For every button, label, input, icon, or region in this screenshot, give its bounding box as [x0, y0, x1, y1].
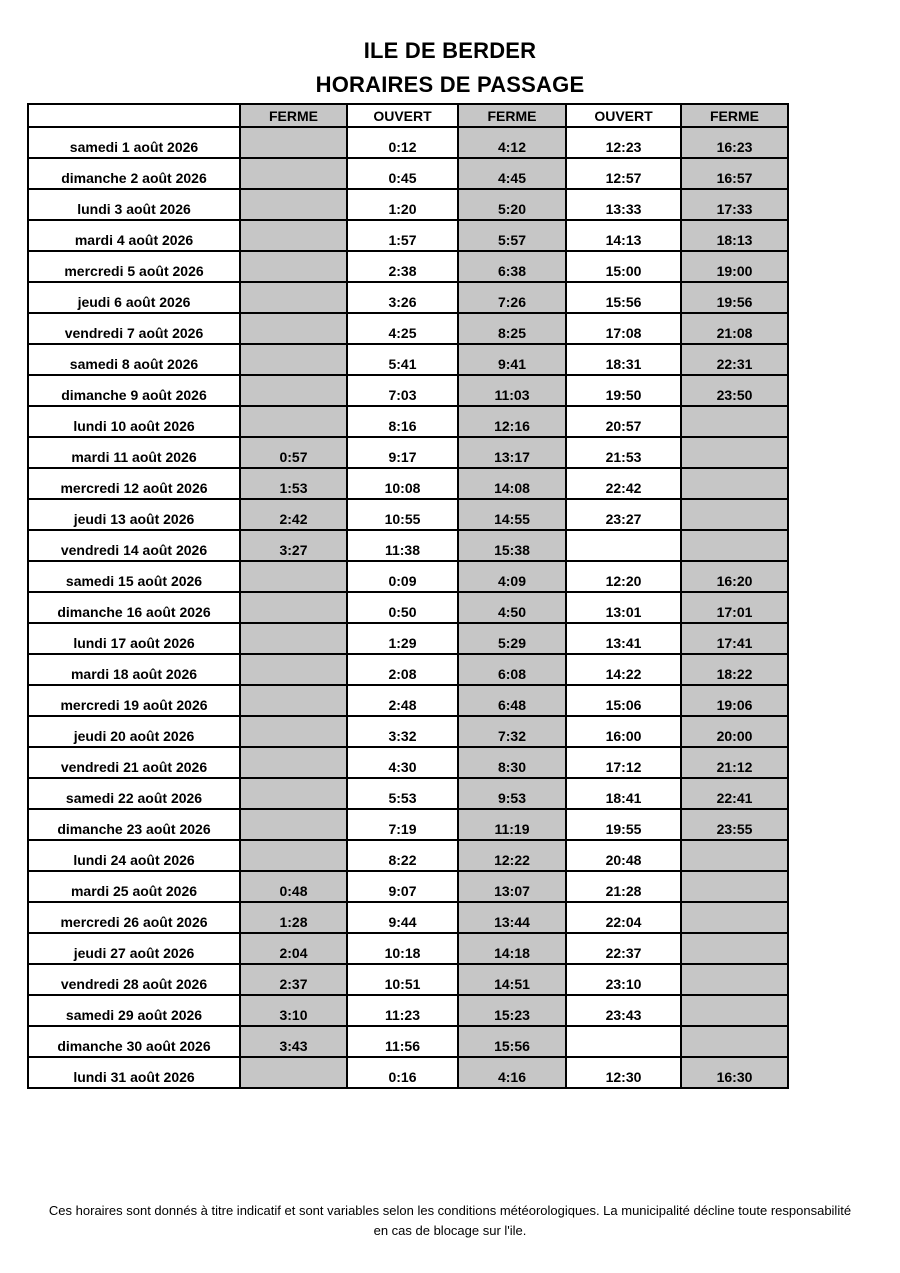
ouvert-cell: 0:16: [347, 1057, 458, 1088]
schedule-table: [27, 103, 789, 1089]
date-cell: vendredi 7 août 2026: [28, 313, 240, 344]
ferme-cell: 15:38: [458, 530, 566, 561]
ferme-cell: [240, 313, 347, 344]
ferme-cell: 17:41: [681, 623, 788, 654]
ferme-cell: 5:29: [458, 623, 566, 654]
ferme-cell: 7:32: [458, 716, 566, 747]
ferme-cell: 4:09: [458, 561, 566, 592]
ferme-cell: 19:06: [681, 685, 788, 716]
ferme-cell: [240, 840, 347, 871]
ouvert-cell: 23:43: [566, 995, 681, 1026]
ouvert-cell: 2:48: [347, 685, 458, 716]
ouvert-cell: 19:55: [566, 809, 681, 840]
ferme-cell: 14:18: [458, 933, 566, 964]
ferme-cell: 22:31: [681, 344, 788, 375]
ferme-cell: [240, 282, 347, 313]
ferme-cell: 16:30: [681, 1057, 788, 1088]
ferme-cell: 6:38: [458, 251, 566, 282]
ferme-cell: 18:22: [681, 654, 788, 685]
page-subtitle: HORAIRES DE PASSAGE: [315, 72, 585, 97]
ouvert-cell: 0:09: [347, 561, 458, 592]
ouvert-cell: 13:41: [566, 623, 681, 654]
ferme-cell: 16:57: [681, 158, 788, 189]
ouvert-cell: 14:13: [566, 220, 681, 251]
ouvert-cell: 15:00: [566, 251, 681, 282]
page-title: ILE DE BERDER: [363, 38, 537, 63]
ferme-cell: 12:22: [458, 840, 566, 871]
ferme-cell: [681, 871, 788, 902]
date-cell: samedi 15 août 2026: [28, 561, 240, 592]
date-cell: mercredi 26 août 2026: [28, 902, 240, 933]
table-row: [28, 375, 788, 406]
ouvert-cell: 13:33: [566, 189, 681, 220]
ferme-cell: 4:12: [458, 127, 566, 158]
date-cell: samedi 8 août 2026: [28, 344, 240, 375]
ouvert-cell: 0:50: [347, 592, 458, 623]
date-cell: lundi 3 août 2026: [28, 189, 240, 220]
ferme-cell: 19:56: [681, 282, 788, 313]
ouvert-cell: 5:41: [347, 344, 458, 375]
date-cell: mardi 4 août 2026: [28, 220, 240, 251]
ouvert-cell: [566, 530, 681, 561]
column-header-ferme: FERME: [458, 104, 566, 127]
ouvert-cell: 21:28: [566, 871, 681, 902]
ferme-cell: [681, 437, 788, 468]
ouvert-cell: 12:57: [566, 158, 681, 189]
ferme-cell: [681, 902, 788, 933]
ferme-cell: 14:51: [458, 964, 566, 995]
table-row: [28, 530, 788, 561]
ferme-cell: [240, 220, 347, 251]
ferme-cell: [240, 127, 347, 158]
date-cell: jeudi 27 août 2026: [28, 933, 240, 964]
schedule-body: [28, 127, 788, 1088]
ouvert-cell: 22:37: [566, 933, 681, 964]
ferme-cell: [681, 964, 788, 995]
table-row: [28, 840, 788, 871]
ferme-cell: 9:53: [458, 778, 566, 809]
ferme-cell: [681, 468, 788, 499]
ouvert-cell: 4:30: [347, 747, 458, 778]
ouvert-cell: 16:00: [566, 716, 681, 747]
ferme-cell: 11:03: [458, 375, 566, 406]
table-row: [28, 251, 788, 282]
ferme-cell: [681, 933, 788, 964]
table-row: [28, 220, 788, 251]
ferme-cell: 21:12: [681, 747, 788, 778]
table-row: [28, 809, 788, 840]
ouvert-cell: 8:22: [347, 840, 458, 871]
ouvert-cell: 12:23: [566, 127, 681, 158]
ferme-cell: [681, 499, 788, 530]
ferme-cell: 16:23: [681, 127, 788, 158]
date-cell: samedi 1 août 2026: [28, 127, 240, 158]
column-header-ferme: FERME: [240, 104, 347, 127]
ferme-cell: 13:07: [458, 871, 566, 902]
ferme-cell: [240, 251, 347, 282]
ferme-cell: 15:23: [458, 995, 566, 1026]
ferme-cell: [240, 344, 347, 375]
date-cell: dimanche 16 août 2026: [28, 592, 240, 623]
ferme-cell: [681, 1026, 788, 1057]
ouvert-cell: 17:12: [566, 747, 681, 778]
ferme-cell: [240, 685, 347, 716]
date-cell: dimanche 9 août 2026: [28, 375, 240, 406]
ferme-cell: 8:25: [458, 313, 566, 344]
table-row: [28, 1026, 788, 1057]
date-cell: lundi 24 août 2026: [28, 840, 240, 871]
ouvert-cell: 13:01: [566, 592, 681, 623]
table-row: [28, 561, 788, 592]
ferme-cell: 1:53: [240, 468, 347, 499]
table-row: [28, 902, 788, 933]
ferme-cell: 11:19: [458, 809, 566, 840]
ferme-cell: 18:13: [681, 220, 788, 251]
date-cell: vendredi 28 août 2026: [28, 964, 240, 995]
ferme-cell: 5:57: [458, 220, 566, 251]
date-cell: mardi 18 août 2026: [28, 654, 240, 685]
date-cell: jeudi 13 août 2026: [28, 499, 240, 530]
date-cell: vendredi 21 août 2026: [28, 747, 240, 778]
ouvert-cell: 0:12: [347, 127, 458, 158]
ferme-cell: 2:37: [240, 964, 347, 995]
ouvert-cell: 21:53: [566, 437, 681, 468]
date-cell: jeudi 20 août 2026: [28, 716, 240, 747]
ferme-cell: 12:16: [458, 406, 566, 437]
table-row: [28, 592, 788, 623]
ouvert-cell: 8:16: [347, 406, 458, 437]
ferme-cell: [240, 716, 347, 747]
ferme-cell: 8:30: [458, 747, 566, 778]
date-cell: vendredi 14 août 2026: [28, 530, 240, 561]
table-row: [28, 778, 788, 809]
ouvert-cell: 20:48: [566, 840, 681, 871]
table-row: [28, 406, 788, 437]
ouvert-cell: 12:30: [566, 1057, 681, 1088]
ferme-cell: [240, 158, 347, 189]
table-row: [28, 871, 788, 902]
ouvert-cell: 1:57: [347, 220, 458, 251]
table-row: [28, 747, 788, 778]
ferme-cell: [240, 406, 347, 437]
ferme-cell: 14:55: [458, 499, 566, 530]
ferme-cell: [240, 189, 347, 220]
table-row: [28, 468, 788, 499]
table-row: [28, 685, 788, 716]
ouvert-cell: 7:03: [347, 375, 458, 406]
ferme-cell: [240, 1057, 347, 1088]
date-cell: mercredi 19 août 2026: [28, 685, 240, 716]
ouvert-cell: 7:19: [347, 809, 458, 840]
ferme-cell: 0:57: [240, 437, 347, 468]
table-row: [28, 189, 788, 220]
ouvert-cell: 0:45: [347, 158, 458, 189]
ferme-cell: [681, 995, 788, 1026]
column-header-ouvert: OUVERT: [566, 104, 681, 127]
ferme-cell: 5:20: [458, 189, 566, 220]
ouvert-cell: 12:20: [566, 561, 681, 592]
ouvert-cell: 10:51: [347, 964, 458, 995]
ouvert-cell: 23:10: [566, 964, 681, 995]
ouvert-cell: 11:56: [347, 1026, 458, 1057]
ouvert-cell: 3:26: [347, 282, 458, 313]
ferme-cell: [240, 778, 347, 809]
table-row: [28, 437, 788, 468]
ferme-cell: 3:27: [240, 530, 347, 561]
ouvert-cell: 10:08: [347, 468, 458, 499]
ouvert-cell: 18:31: [566, 344, 681, 375]
column-header-ouvert: OUVERT: [347, 104, 458, 127]
disclaimer-text: Ces horaires sont donnés à titre indicatif et sont variables selon les conditions météorologiques. La municipalité décline toute responsabilité en cas de blocage sur l'ile.: [48, 1203, 852, 1238]
table-row: [28, 964, 788, 995]
ferme-cell: 1:28: [240, 902, 347, 933]
ferme-cell: [240, 747, 347, 778]
ouvert-cell: 15:06: [566, 685, 681, 716]
ouvert-cell: 3:32: [347, 716, 458, 747]
ferme-cell: 14:08: [458, 468, 566, 499]
ouvert-cell: 22:42: [566, 468, 681, 499]
date-cell: mercredi 5 août 2026: [28, 251, 240, 282]
ferme-cell: [240, 809, 347, 840]
ferme-cell: [240, 375, 347, 406]
ouvert-cell: 9:44: [347, 902, 458, 933]
date-cell: dimanche 23 août 2026: [28, 809, 240, 840]
ferme-cell: 3:43: [240, 1026, 347, 1057]
date-cell: lundi 17 août 2026: [28, 623, 240, 654]
ouvert-cell: 10:55: [347, 499, 458, 530]
ferme-cell: 0:48: [240, 871, 347, 902]
ferme-cell: 17:01: [681, 592, 788, 623]
ouvert-cell: 18:41: [566, 778, 681, 809]
table-row: [28, 127, 788, 158]
ferme-cell: 4:50: [458, 592, 566, 623]
ferme-cell: [240, 561, 347, 592]
ouvert-cell: 10:18: [347, 933, 458, 964]
table-row: [28, 282, 788, 313]
ferme-cell: 2:04: [240, 933, 347, 964]
ouvert-cell: 20:57: [566, 406, 681, 437]
date-cell: jeudi 6 août 2026: [28, 282, 240, 313]
ferme-cell: 3:10: [240, 995, 347, 1026]
table-row: [28, 313, 788, 344]
ouvert-cell: 9:17: [347, 437, 458, 468]
ouvert-cell: 14:22: [566, 654, 681, 685]
ferme-cell: 19:00: [681, 251, 788, 282]
date-cell: mercredi 12 août 2026: [28, 468, 240, 499]
ferme-cell: [240, 654, 347, 685]
date-cell: mardi 25 août 2026: [28, 871, 240, 902]
date-cell: dimanche 2 août 2026: [28, 158, 240, 189]
date-cell: samedi 29 août 2026: [28, 995, 240, 1026]
ouvert-cell: 11:38: [347, 530, 458, 561]
ferme-cell: 17:33: [681, 189, 788, 220]
ouvert-cell: 4:25: [347, 313, 458, 344]
ferme-cell: 9:41: [458, 344, 566, 375]
date-cell: lundi 31 août 2026: [28, 1057, 240, 1088]
ouvert-cell: 23:27: [566, 499, 681, 530]
table-row: [28, 1057, 788, 1088]
date-cell: dimanche 30 août 2026: [28, 1026, 240, 1057]
date-cell: samedi 22 août 2026: [28, 778, 240, 809]
table-row: [28, 933, 788, 964]
table-row: [28, 499, 788, 530]
date-cell: lundi 10 août 2026: [28, 406, 240, 437]
ferme-cell: 21:08: [681, 313, 788, 344]
date-cell: mardi 11 août 2026: [28, 437, 240, 468]
ferme-cell: [681, 406, 788, 437]
table-row: [28, 716, 788, 747]
ferme-cell: [681, 530, 788, 561]
ouvert-cell: 2:08: [347, 654, 458, 685]
ferme-cell: 16:20: [681, 561, 788, 592]
ferme-cell: 13:17: [458, 437, 566, 468]
ferme-cell: 13:44: [458, 902, 566, 933]
table-row: [28, 344, 788, 375]
table-row: [28, 995, 788, 1026]
column-header-date: [28, 104, 240, 127]
ouvert-cell: 22:04: [566, 902, 681, 933]
ouvert-cell: 5:53: [347, 778, 458, 809]
ouvert-cell: 1:20: [347, 189, 458, 220]
table-row: [28, 654, 788, 685]
ouvert-cell: 19:50: [566, 375, 681, 406]
ferme-cell: [240, 592, 347, 623]
ouvert-cell: 2:38: [347, 251, 458, 282]
ouvert-cell: 1:29: [347, 623, 458, 654]
ouvert-cell: [566, 1026, 681, 1057]
ferme-cell: 20:00: [681, 716, 788, 747]
ferme-cell: 4:16: [458, 1057, 566, 1088]
column-header-ferme: FERME: [681, 104, 788, 127]
ouvert-cell: 9:07: [347, 871, 458, 902]
ferme-cell: [240, 623, 347, 654]
ferme-cell: [681, 840, 788, 871]
ouvert-cell: 15:56: [566, 282, 681, 313]
ferme-cell: 15:56: [458, 1026, 566, 1057]
ouvert-cell: 11:23: [347, 995, 458, 1026]
ferme-cell: 23:50: [681, 375, 788, 406]
ferme-cell: 4:45: [458, 158, 566, 189]
ferme-cell: 6:08: [458, 654, 566, 685]
table-row: [28, 623, 788, 654]
ferme-cell: 6:48: [458, 685, 566, 716]
ferme-cell: 2:42: [240, 499, 347, 530]
ouvert-cell: 17:08: [566, 313, 681, 344]
ferme-cell: 7:26: [458, 282, 566, 313]
ferme-cell: 23:55: [681, 809, 788, 840]
ferme-cell: 22:41: [681, 778, 788, 809]
table-header-row: [28, 104, 788, 127]
table-row: [28, 158, 788, 189]
